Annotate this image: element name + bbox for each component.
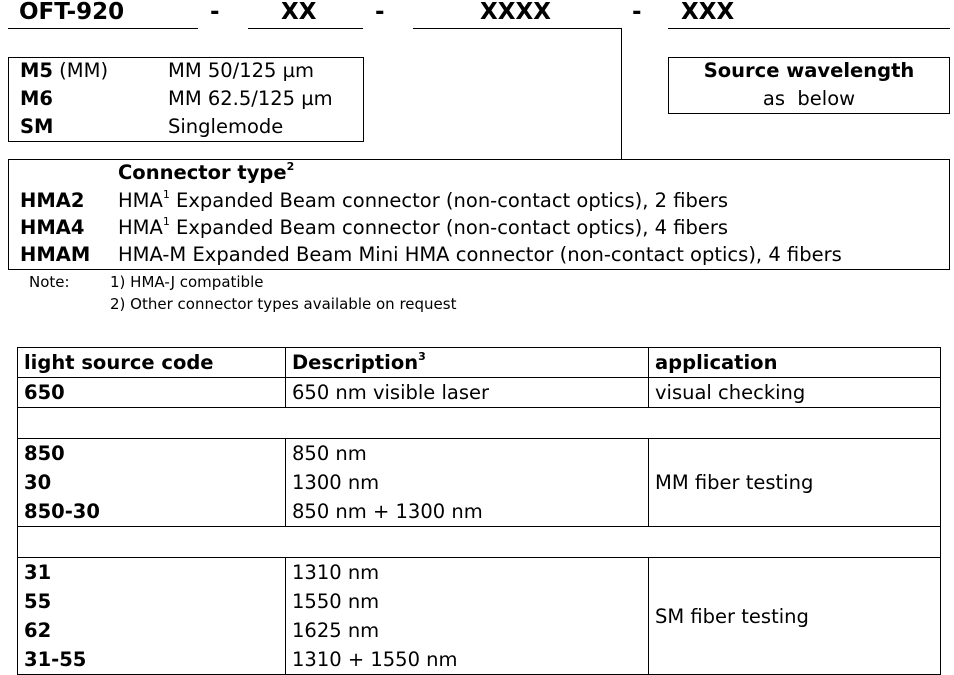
footnote-marker: 1 xyxy=(162,214,170,228)
table-row xyxy=(18,439,941,527)
source-code: 850 xyxy=(24,442,65,465)
fiber-row xyxy=(20,113,53,141)
source-code: 30 xyxy=(24,471,52,494)
fiber-desc: MM 50/125 µm xyxy=(168,59,315,82)
underline xyxy=(413,28,621,29)
table-spacer-row xyxy=(18,527,941,558)
fiber-desc: Singlemode xyxy=(168,115,284,138)
connector-desc xyxy=(118,187,728,215)
source-code-cell xyxy=(18,439,286,527)
connector-connector-line xyxy=(621,28,622,159)
source-code-cell xyxy=(18,558,286,675)
note-item: 1) HMA-J compatible xyxy=(110,273,264,291)
separator-dash: - xyxy=(632,0,642,25)
source-code: 62 xyxy=(24,619,52,642)
connector-code: HMAM xyxy=(20,243,91,266)
source-code-cell xyxy=(18,378,286,408)
connector-desc-text: Expanded Beam connector (non-contact optics), 4 fibers xyxy=(169,216,729,239)
field-source-code: XXX xyxy=(681,0,735,25)
source-description: 850 nm xyxy=(292,442,367,465)
table-header-row xyxy=(18,348,941,378)
source-code: 55 xyxy=(24,590,52,613)
fiber-row xyxy=(20,57,108,85)
separator-dash: - xyxy=(210,0,220,25)
fiber-code-suffix: (MM) xyxy=(52,59,109,82)
application-cell: MM fiber testing xyxy=(649,439,941,527)
connector-code: HMA2 xyxy=(20,189,85,212)
connector-desc-text: HMA xyxy=(118,216,163,239)
description-cell xyxy=(286,378,649,408)
connector-desc-text: Expanded Beam connector (non-contact optics), 2 fibers xyxy=(169,189,729,212)
source-code: 31 xyxy=(24,561,52,584)
source-description: 650 nm visible laser xyxy=(292,381,490,404)
source-description: 1310 + 1550 nm xyxy=(292,648,458,671)
model-number: OFT-920 xyxy=(19,0,125,25)
source-description: 1310 nm xyxy=(292,561,380,584)
connector-desc: HMA-M Expanded Beam Mini HMA connector (non-contact optics), 4 fibers xyxy=(118,243,842,266)
fiber-row xyxy=(20,85,53,113)
wavelength-title: Source wavelength xyxy=(703,59,915,82)
source-code: 850-30 xyxy=(24,500,100,523)
connector-desc xyxy=(118,214,728,242)
description-cell xyxy=(286,439,649,527)
table-row xyxy=(18,558,941,675)
light-source-table xyxy=(17,347,941,675)
table-spacer-row xyxy=(18,408,941,439)
spacer-cell xyxy=(18,408,941,439)
footnote-marker: 3 xyxy=(418,349,426,363)
header-description xyxy=(286,348,649,378)
footnote-marker: 1 xyxy=(162,187,170,201)
source-description: 1550 nm xyxy=(292,590,380,613)
connector-title-text: Connector type xyxy=(118,161,287,184)
connector-title xyxy=(118,159,294,187)
source-description: 850 nm + 1300 nm xyxy=(292,500,483,523)
spacer-cell xyxy=(18,527,941,558)
footnote-marker: 2 xyxy=(286,159,295,173)
header-code: light source code xyxy=(18,348,286,378)
note-label: Note: xyxy=(29,273,70,291)
underline xyxy=(668,28,950,29)
connector-desc-text: HMA xyxy=(118,189,163,212)
fiber-desc: MM 62.5/125 µm xyxy=(168,87,333,110)
separator-dash: - xyxy=(375,0,385,25)
fiber-code: M6 xyxy=(20,87,53,110)
source-code: 650 xyxy=(24,381,65,404)
header-description-text: Description xyxy=(292,351,419,374)
table-row xyxy=(18,378,941,408)
note-item: 2) Other connector types available on request xyxy=(110,295,457,313)
header-application: application xyxy=(649,348,941,378)
application-cell: visual checking xyxy=(649,378,941,408)
underline xyxy=(248,28,363,29)
application-cell: SM fiber testing xyxy=(649,558,941,675)
connector-code: HMA4 xyxy=(20,216,85,239)
fiber-code: M5 xyxy=(20,59,53,82)
source-description: 1300 nm xyxy=(292,471,380,494)
field-fiber-code: XX xyxy=(281,0,317,25)
wavelength-subtitle: as below xyxy=(762,87,856,110)
source-code: 31-55 xyxy=(24,648,87,671)
description-cell xyxy=(286,558,649,675)
fiber-code: SM xyxy=(20,115,54,138)
source-description: 1625 nm xyxy=(292,619,380,642)
field-connector-code: XXXX xyxy=(480,0,551,25)
underline xyxy=(8,28,198,29)
